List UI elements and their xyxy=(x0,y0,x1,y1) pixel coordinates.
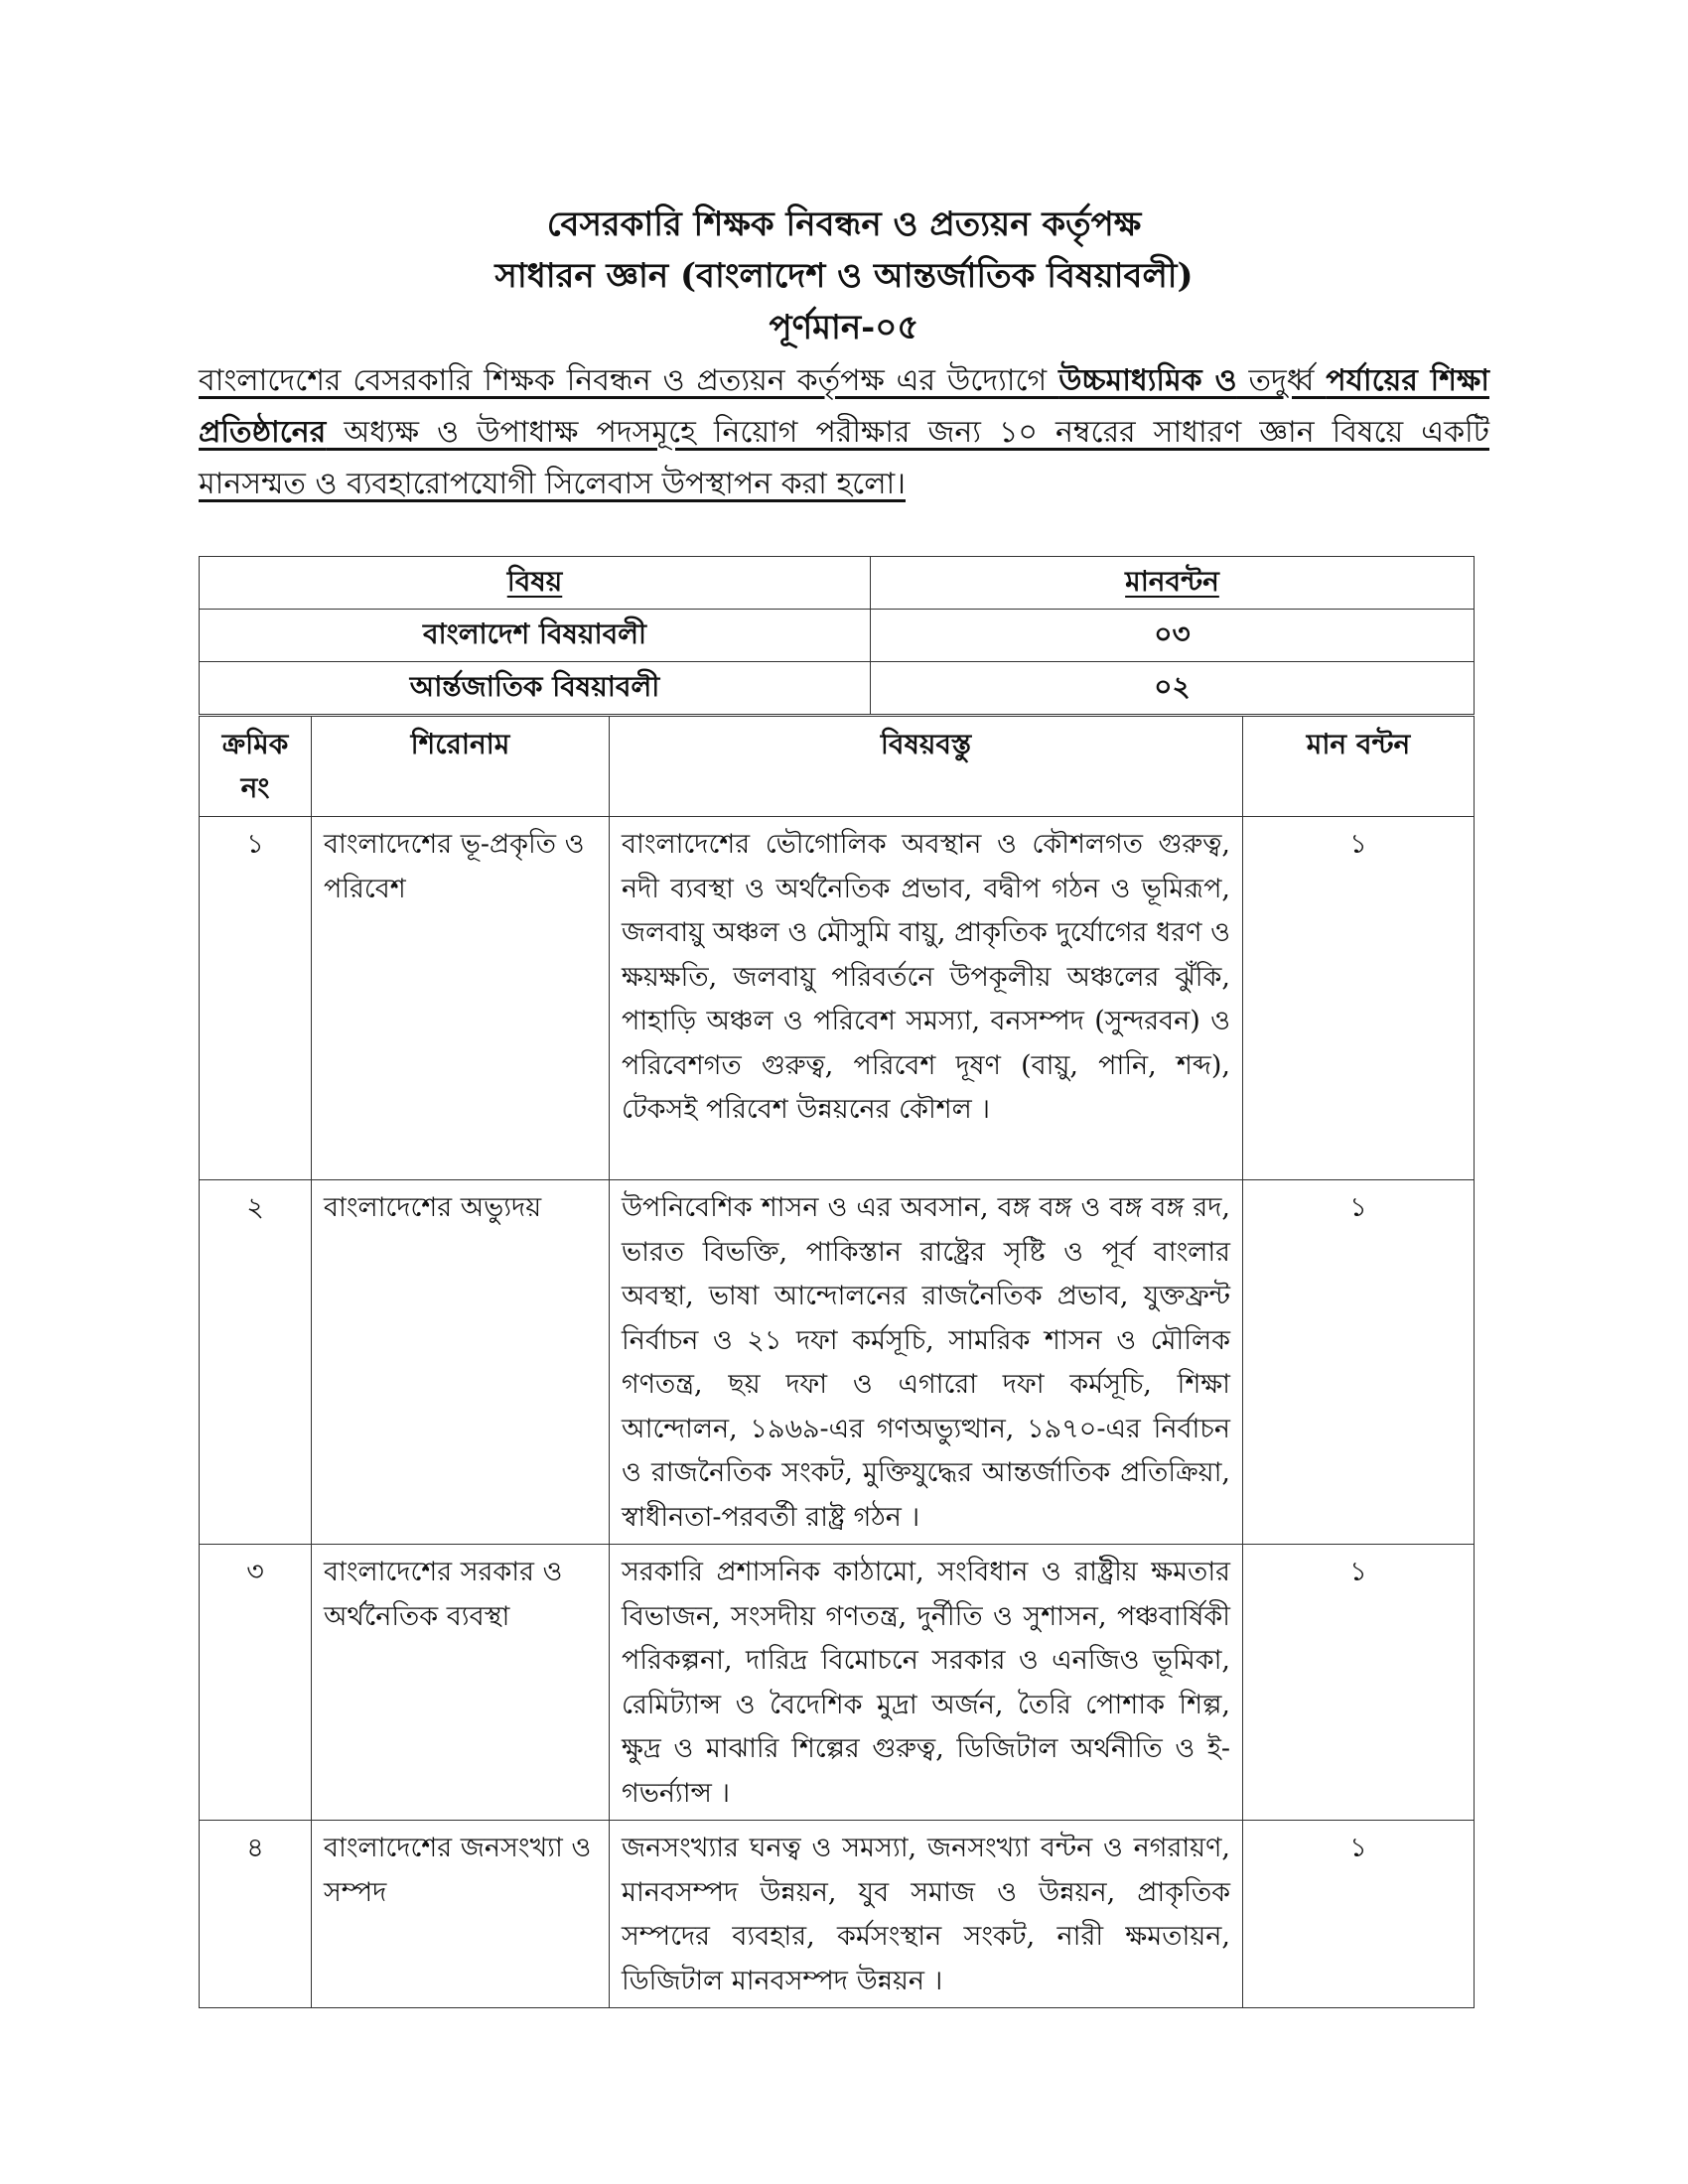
row-content: সরকারি প্রশাসনিক কাঠামো, সংবিধান ও রাষ্ট্রীয় ক্ষমতার বিভাজন, সংসদীয় গণতন্ত্র, দুর্নীতি ও সুশাসন, পঞ্চবার্ষিকী পরিকল্পনা, দারিদ্র বিমোচনে সরকার ও এনজিও ভূমিকা, রেমিট্যান্স ও বৈদেশিক মুদ্রা অর্জন, তৈরি পোশাক শিল্প, ক্ষুদ্র ও মাঝারি শিল্পের গুরুত্ব, ডিজিটাল অর্থনীতি ও ই-গভর্ন্যান্স । xyxy=(610,1545,1243,1821)
row-heading: বাংলাদেশের সরকার ও অর্থনৈতিক ব্যবস্থা xyxy=(312,1545,610,1821)
table-row xyxy=(200,1821,1475,2008)
summary-marks: ০২ xyxy=(871,662,1475,715)
row-heading: বাংলাদেশের অভ্যুদয় xyxy=(312,1180,610,1545)
intro-text-1: বাংলাদেশের বেসরকারি শিক্ষক নিবন্ধন ও প্রত্যয়ন কর্তৃপক্ষ এর উদ্যোগে xyxy=(199,363,1059,398)
row-marks: ১ xyxy=(1243,1545,1475,1821)
table-row xyxy=(200,817,1475,1180)
col-serial: ক্রমিক নং xyxy=(200,717,312,817)
col-heading: শিরোনাম xyxy=(312,717,610,817)
summary-header-row xyxy=(200,557,1475,610)
summary-row xyxy=(200,662,1475,715)
topics-header-row xyxy=(200,717,1475,817)
row-serial: ২ xyxy=(200,1180,312,1545)
row-marks: ১ xyxy=(1243,1180,1475,1545)
full-marks: পূর্ণমান-০৫ xyxy=(769,308,919,347)
intro-bold-1: উচ্চমাধ্যমিক ও xyxy=(1058,363,1237,398)
row-serial: ৩ xyxy=(200,1545,312,1821)
intro-text-3: অধ্যক্ষ ও উপাধাক্ষ পদসমূহে নিয়োগ পরীক্ষার জন্য ১০ নম্বরের সাধারণ জ্ঞান বিষয়ে একটি মানসম্মত ও ব্যবহারোপযোগী সিলেবাস উপস্থাপন করা হলো। xyxy=(199,415,1489,501)
row-serial: ১ xyxy=(200,817,312,1180)
summary-subject: বাংলাদেশ বিষয়াবলী xyxy=(200,610,871,662)
intro-paragraph xyxy=(199,355,1489,510)
summary-col-marks: মানবন্টন xyxy=(871,557,1475,610)
subject-title: সাধারন জ্ঞান (বাংলাদেশ ও আন্তর্জাতিক বিষয়াবলী) xyxy=(494,256,1194,296)
summary-table xyxy=(199,556,1475,715)
summary-marks: ০৩ xyxy=(871,610,1475,662)
col-marks: মান বন্টন xyxy=(1243,717,1475,817)
document-header xyxy=(0,199,1688,353)
col-content: বিষয়বস্তু xyxy=(610,717,1243,817)
table-row xyxy=(200,1180,1475,1545)
table-row xyxy=(200,1545,1475,1821)
row-marks: ১ xyxy=(1243,817,1475,1180)
intro-bold-2: পর্যায়ের শিক্ষা প্রতিষ্ঠানের xyxy=(199,363,1489,450)
summary-row xyxy=(200,610,1475,662)
row-marks: ১ xyxy=(1243,1821,1475,2008)
row-content: বাংলাদেশের ভৌগোলিক অবস্থান ও কৌশলগত গুরুত্ব, নদী ব্যবস্থা ও অর্থনৈতিক প্রভাব, বদ্বীপ গঠন ও ভূমিরূপ, জলবায়ু অঞ্চল ও মৌসুমি বায়ু, প্রাকৃতিক দুর্যোগের ধরণ ও ক্ষয়ক্ষতি, জলবায়ু পরিবর্তনে উপকূলীয় অঞ্চলের ঝুঁকি, পাহাড়ি অঞ্চল ও পরিবেশ সমস্যা, বনসম্পদ (সুন্দরবন) ও পরিবেশগত গুরুত্ব, পরিবেশ দূষণ (বায়ু, পানি, শব্দ), টেকসই পরিবেশ উন্নয়নের কৌশল । xyxy=(610,817,1243,1180)
row-heading: বাংলাদেশের জনসংখ্যা ও সম্পদ xyxy=(312,1821,610,2008)
row-serial: ৪ xyxy=(200,1821,312,2008)
summary-subject: আর্ন্তজাতিক বিষয়াবলী xyxy=(200,662,871,715)
topics-table xyxy=(199,716,1475,2008)
row-heading: বাংলাদেশের ভূ-প্রকৃতি ও পরিবেশ xyxy=(312,817,610,1180)
authority-title: বেসরকারি শিক্ষক নিবন্ধন ও প্রত্যয়ন কর্তৃপক্ষ xyxy=(546,205,1142,244)
row-content: জনসংখ্যার ঘনত্ব ও সমস্যা, জনসংখ্যা বন্টন ও নগরায়ণ, মানবসম্পদ উন্নয়ন, যুব সমাজ ও উন্নয়ন, প্রাকৃতিক সম্পদের ব্যবহার, কর্মসংস্থান সংকট, নারী ক্ষমতায়ন, ডিজিটাল মানবসম্পদ উন্নয়ন । xyxy=(610,1821,1243,2008)
row-content: উপনিবেশিক শাসন ও এর অবসান, বঙ্গ বঙ্গ ও বঙ্গ বঙ্গ রদ, ভারত বিভক্তি, পাকিস্তান রাষ্ট্রের সৃষ্টি ও পূর্ব বাংলার অবস্থা, ভাষা আন্দোলনের রাজনৈতিক প্রভাব, যুক্তফ্রন্ট নির্বাচন ও ২১ দফা কর্মসূচি, সামরিক শাসন ও মৌলিক গণতন্ত্র, ছয় দফা ও এগারো দফা কর্মসূচি, শিক্ষা আন্দোলন, ১৯৬৯-এর গণঅভ্যুত্থান, ১৯৭০-এর নির্বাচন ও রাজনৈতিক সংকট, মুক্তিযুদ্ধের আন্তর্জাতিক প্রতিক্রিয়া, স্বাধীনতা-পরবর্তী রাষ্ট্র গঠন । xyxy=(610,1180,1243,1545)
intro-text-2: তদুর্ধ্ব xyxy=(1236,363,1327,398)
summary-col-subject: বিষয় xyxy=(200,557,871,610)
